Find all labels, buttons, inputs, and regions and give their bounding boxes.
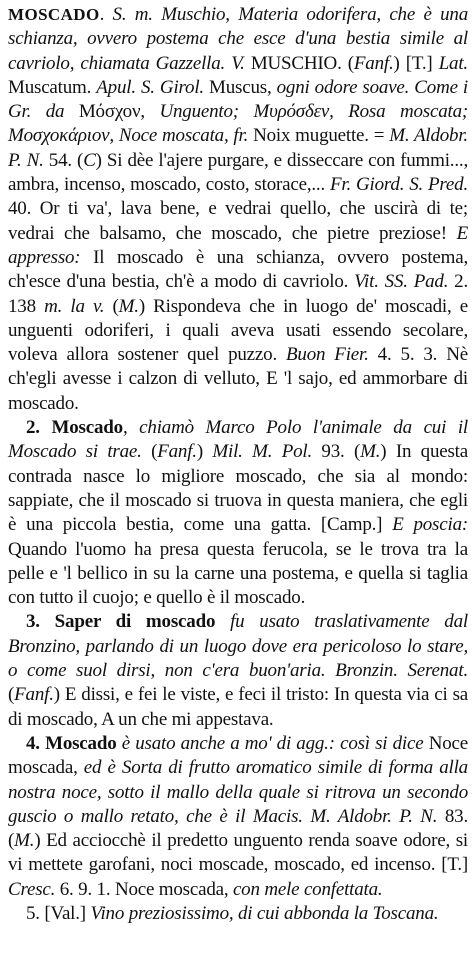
- italic-text: C: [83, 149, 96, 171]
- text-run: ) Rispondeva che in luogo de' moscadi, e unguenti odoriferi, i quali aveva usati essendo secolare, voleva allora sostener quel puzzo.: [8, 295, 468, 366]
- text-run: Noix muguette. =: [248, 125, 390, 147]
- text-run: Noce moscada,: [8, 732, 468, 779]
- text-run: (: [8, 684, 15, 706]
- italic-text: Cresc.: [8, 878, 56, 900]
- sense-lemma: 2. Moscado: [26, 417, 123, 439]
- italic-text: Fanf.: [14, 684, 54, 706]
- text-run: Muscus,: [203, 76, 277, 98]
- text-run: 4. 5. 3. Nè ch'egli avesse i calzon di velluto, E 'l sajo, ed ammorbare di moscado.: [8, 344, 468, 414]
- text-run: 93. (: [312, 441, 361, 463]
- italic-text: V.: [231, 52, 245, 74]
- italic-text: S. m. Muschio, Materia odorifera, che è una schianza, ovvero postema che esce d'una bestia simile al cavriolo, chiamata Gazzella.: [8, 4, 468, 74]
- italic-text: Buon Fier.: [286, 344, 369, 366]
- text-run: (: [141, 441, 158, 463]
- text-run: ) E dissi, e fei le viste, e feci il tristo: In questa via ci sa di moscado, A un che mi appestava.: [8, 684, 468, 730]
- italic-text: Lat.: [438, 52, 468, 74]
- italic-text: M. Aldobr. P. N.: [8, 125, 468, 171]
- italic-text: Vit. SS. Pad.: [354, 271, 449, 293]
- italic-text: Mil. M. Pol.: [212, 441, 313, 463]
- text-run: ) [T.]: [393, 52, 439, 74]
- italic-text: M.: [14, 830, 35, 852]
- italic-text: Fanf.: [157, 441, 197, 463]
- text-run: Il moscado è una schianza, ovvero postema, ch'esce d'una bestia, ch'è a modo di cavriolo.: [8, 246, 468, 293]
- paragraph-sense-5-vino: [8, 902, 468, 926]
- italic-text: E poscia:: [392, 514, 468, 536]
- sense-lemma: 4. Moscado: [26, 732, 117, 754]
- text-run: Μόσχον,: [64, 101, 160, 123]
- italic-text: Apul. S. Girol.: [96, 76, 204, 98]
- text-run: ) In questa contrada nasce lo migliore moscado, che sia al mondo: sappiate, che il moscado si truova in questa maniera, che egli è una piccola bestia, come una gatta. [Camp.]: [8, 441, 468, 536]
- paragraph-sense-2-moscado: [8, 416, 468, 610]
- italic-text: M.: [118, 295, 139, 317]
- text-run: ,: [122, 417, 140, 439]
- text-run: Muscatum.: [8, 76, 97, 98]
- text-run: 6. 9. 1. Noce moscada,: [55, 878, 233, 900]
- text-run: ) Si dèe l'ajere purgare, e disseccare con fummi..., ambra, incenso, moscado, costo, storace,...: [8, 149, 468, 196]
- italic-text: E appresso:: [8, 222, 468, 268]
- italic-text: ogni odore soave. Come i Gr. da: [8, 76, 468, 123]
- italic-text: Unguento; Μυρόσδεν, Rosa moscata; Μοσχοκάριον, Noce moscata, fr.: [8, 101, 468, 147]
- text-run: ): [196, 441, 213, 463]
- text-run: 54. (: [43, 149, 84, 171]
- italic-text: Vino preziosissimo, di cui abbonda la Toscana.: [90, 902, 439, 924]
- text-run: 83. (: [8, 805, 469, 852]
- text-run: 40. Or ti va', lava bene, e vedrai quello, che uscirà di te; vedrai che balsamo, che moscado, che pietre preziose!: [8, 198, 468, 244]
- italic-text: è usato anche a mo' di agg.: così si dice: [121, 732, 424, 754]
- dictionary-entry-moscado: [8, 3, 468, 926]
- text-run: Quando l'uomo ha presa questa ferucola, se le trova tra la pelle e 'l bellico in su la carne una postema, e quella si taglia con tutto il cuojo; e quello è il moscado.: [8, 538, 468, 609]
- sense-lemma: 3. Saper di moscado: [26, 611, 216, 633]
- paragraph-sense-3-saper-di-moscado: [8, 610, 468, 731]
- text-run: (: [104, 295, 119, 317]
- headword: MOSCADO: [8, 5, 100, 24]
- italic-text: ed è Sorta di frutto aromatico simile di forma alla nostra noce, sotto il mallo della quale si ritrova un secondo guscio o mallo retato, che è il Macis. M. Aldobr. P. N.: [8, 757, 468, 827]
- paragraph-sense-4-noce-moscada: [8, 732, 468, 902]
- italic-text: Fr. Giord. S. Pred.: [330, 174, 469, 196]
- paragraph-definition-main: [8, 3, 468, 416]
- text-run: 5. [Val.]: [26, 902, 91, 924]
- text-run: [215, 611, 230, 632]
- text-run: 2. 138: [8, 271, 468, 317]
- italic-text: fu usato traslativamente dal Bronzino, parlando di un luogo dove era pericoloso lo stare, o come suol dirsi, non c'era buon'aria. Bronzin. Serenat.: [8, 611, 468, 682]
- italic-text: Fanf.: [353, 52, 394, 74]
- italic-text: con mele confettata.: [232, 878, 383, 900]
- italic-text: M.: [360, 441, 381, 463]
- text-run: .: [99, 4, 113, 25]
- text-run: MUSCHIO. (: [244, 52, 354, 74]
- text-run: ) Ed acciocchè il predetto unguento renda soave odore, si vi mettete garofani, noci moscade, moscado, ed incenso. [T.]: [8, 830, 468, 876]
- italic-text: m. la v.: [44, 295, 105, 317]
- italic-text: chiamò Marco Polo l'animale da cui il Moscado si trae.: [8, 417, 468, 463]
